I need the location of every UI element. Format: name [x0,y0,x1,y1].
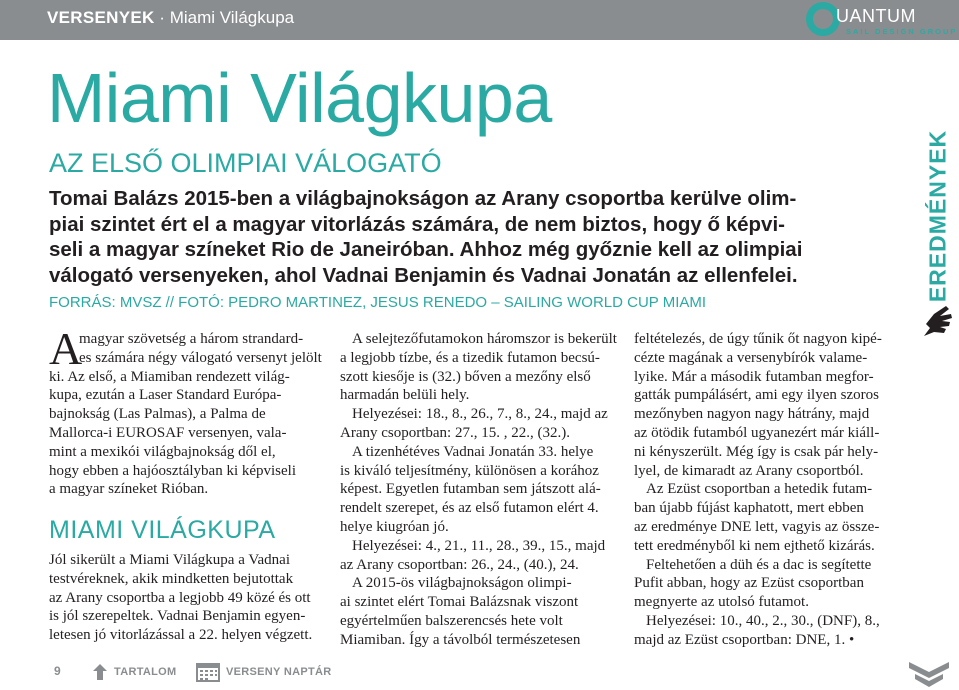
header-bar [0,0,959,40]
text-line: Helyezései: 4., 21., 11., 28., 39., 15., majd [352,537,606,554]
race-calendar-button[interactable] [196,661,331,683]
text-line: A selejtezőfutamokon háromszor is bekerült [352,331,617,347]
chevron-down-icon[interactable] [907,659,951,689]
text-line: a magyar színeket Rióban. [49,481,209,498]
text-line: magyar szövetség a három strandard- [79,331,304,347]
logo-name: UANTUM [836,6,916,26]
text-line: Mallorca-i EUROSAF versenyen, vala- [49,424,287,441]
text-line: cézte magának a versenybírók valame- [634,349,868,366]
text-line: tett eredményből ki nem ejthető kizárás. [634,537,875,554]
text-line: testvéreknek, akik mindketten bejutottak [49,570,294,587]
text-line: feltételezés, de úgy tűnik őt nagyon kipé- [634,331,882,347]
text-line: az Arany csoportba a legjobb 49 közé és ott [49,589,311,606]
text-line: Miamiban. Így a távolból természetesen [340,631,581,648]
logo-tagline: SAIL DESIGN GROUP [846,27,958,36]
text-line: a legjobb tízbe, és a tizedik futamon becsú- [340,349,600,366]
text-line: es számára négy válogató versenyt jelölt [79,349,322,366]
text-line: Helyezései: 10., 40., 2., 30., (DNF), 8., [646,612,880,629]
text-line: Helyezései: 18., 8., 26., 7., 8., 24., majd az [352,406,608,423]
contents-label: TARTALOM [114,666,177,678]
text-line: képest. Egyetlen futamban sem játszott alá- [340,481,601,498]
contents-button[interactable] [92,661,176,683]
lead-line: seli a magyar színeket Rio de Janeiróban. Ahhoz még győznie kell az olimpiai [49,238,803,261]
text-line: ai szintet elért Tomai Balázsnak viszont [340,594,579,611]
text-line: is jól szerepeltek. Vadnai Benjamin egyen- [49,608,306,625]
text-line: lyel, de kimaradt az Arany csoportból. [634,462,864,479]
lead-line: piai szintet ért el a magyar vitorlázás számára, de nem biztos, hogy ő képvi- [49,212,785,236]
page-number: 9 [54,664,61,678]
text-line: A tizenhétéves Vadnai Jonatán 33. helye [352,443,594,460]
text-line: ban újabb fújást kaphatott, mert ebben [634,500,864,517]
section-name: VERSENYEK [47,8,155,27]
results-side-label: EREDMÉNYEK [924,129,951,302]
body-column-1-continued [49,551,312,645]
quantum-logo [806,2,958,38]
text-line: szott kiesője is (32.) bőven a mezőny első [340,368,591,385]
text-line: ni kényszerült. Még így is csak pár hely- [634,443,879,460]
text-line: Arany csoportban: 27., 15. , 22., (32.). [340,424,570,441]
text-line: mint a mexikói világbajnokság dől el, [49,443,276,460]
text-line: helye kiugróan jó. [340,518,449,535]
article-lead [49,186,891,288]
calendar-icon [196,662,220,682]
body-column-1 [49,323,322,499]
logo-q-mark [806,2,840,36]
section-subject: Miami Világkupa [169,8,295,27]
lead-line: válogató versenyeken, ahol Vadnai Benjamin és Vadnai Jonatán az ellenfelei. [49,263,798,287]
text-line: harmadán belüli hely. [340,387,470,404]
text-line: Jól sikerült a Miami Világkupa a Vadnai [49,552,291,568]
text-line: Az Ezüst csoportban a hetedik futam- [646,481,873,498]
text-line: majd az Ezüst csoportban: DNE, 1. • [634,631,855,648]
text-line: megnyerte az utolsó futamot. [634,594,809,611]
text-line: egyértelműen balszerencsés hete volt [340,612,563,629]
text-line: az Arany csoportban: 26., 24., (40.), 24. [340,556,579,573]
text-line: Pufit abban, hogy az Ezüst csoportban [634,575,864,592]
body-column-2 [340,330,617,650]
text-line: az eredménye DNE lett, vagyis az össze- [634,518,880,535]
text-line: lyike. Már a második futamban megfor- [634,368,874,385]
text-line: kupa, ezután a Laser Standard Európa- [49,387,282,404]
text-line: bajnokság (Las Palmas), a Palma de [49,406,266,423]
article-subtitle: AZ ELSŐ OLIMPIAI VÁLOGATÓ [49,148,442,178]
text-line: rendelt szerepet, és az első futamon elért 4. [340,500,599,517]
pointing-hand-icon [920,302,954,340]
section-heading-miami: MIAMI VILÁGKUPA [49,516,276,544]
text-line: is kiváló teljesítmény, különösen a korához [340,462,599,479]
home-icon [92,663,108,681]
drop-cap: A [49,323,83,374]
text-line: gatták pumpálásért, ami egy ilyen szoros [634,387,879,404]
body-column-3 [634,330,912,650]
text-line: mezőnyben nagyon nagy hátrány, majd [634,406,870,423]
text-line: hogy ebben a hajóosztályban ki képviseli [49,462,297,479]
article-title: Miami Világkupa [47,59,552,137]
text-line: ki. Az első, a Miamiban rendezett világ- [49,368,290,385]
text-line: az ötödik futamból ugyanezért már kiáll- [634,424,880,441]
column-1-text [49,323,322,499]
page-footer [0,655,959,690]
text-line: Feltehetően a düh és a dac is segítette [646,556,872,573]
text-line: letesen jó vitorlázással a 22. helyen végzett. [49,627,313,644]
photo-credit: FORRÁS: MVSZ // FOTÓ: PEDRO MARTINEZ, JESUS RENEDO – SAILING WORLD CUP MIAMI [49,294,707,311]
results-side-tab[interactable] [922,128,954,303]
section-separator: · [154,8,170,27]
section-heading [47,8,294,28]
lead-line: Tomai Balázs 2015-ben a világbajnokságon az Arany csoportba kerülve olim- [49,187,797,210]
race-calendar-label: VERSENY NAPTÁR [226,666,332,678]
text-line: A 2015-ös világbajnokságon olimpi- [352,575,572,592]
